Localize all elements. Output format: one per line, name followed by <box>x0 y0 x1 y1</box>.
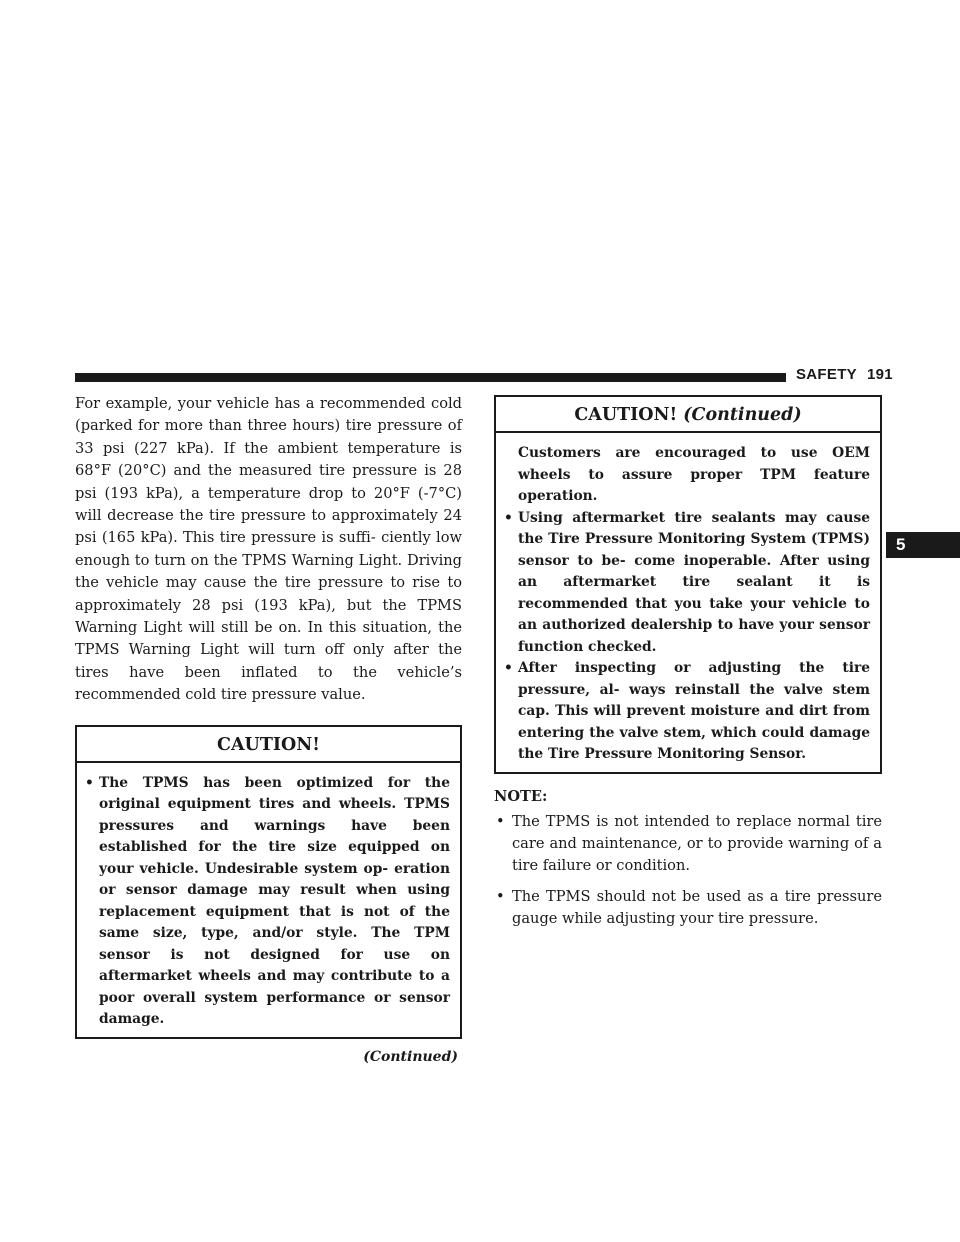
caution-item-text: Using aftermarket tire sealants may cause the Tire Pressure Monitoring System (TPMS) sensor to be- come inoperable. After using an aftermarket tire sealant it is recommended that you take your vehicle to an authorized dealership to have your sensor function checked. <box>518 509 870 655</box>
caution-item <box>506 508 870 659</box>
chapter-tab: 5 <box>886 532 960 558</box>
bullet-icon: • <box>504 509 513 526</box>
caution-item-text: After inspecting or adjusting the tire pressure, al- ways reinstall the valve stem cap. This will prevent moisture and dirt from entering the valve stem, which could damage the Tire Pressure Monitoring Sensor. <box>518 660 870 762</box>
right-column <box>494 395 882 939</box>
caution-title-text: CAUTION! <box>574 405 678 425</box>
continued-label: (Continued) <box>363 1048 458 1065</box>
caution-box-continued <box>494 395 882 774</box>
bullet-icon: • <box>496 887 505 905</box>
caution-item <box>506 658 870 766</box>
caution-body <box>77 763 460 1037</box>
section-title: SAFETY <box>796 366 857 383</box>
bullet-icon: • <box>496 812 505 830</box>
running-header <box>796 366 896 383</box>
note-heading: NOTE: <box>494 787 548 805</box>
caution-title-text: CAUTION! <box>217 734 320 755</box>
bullet-icon: • <box>85 774 94 791</box>
caution-item-text: The TPMS has been optimized for the original equipment tires and wheels. TPMS pressures and warnings have been established for the tire size equipped on your vehicle. Undesirable system op- eration or sensor damage may result when using replacement equipment that is not of the same size, type, and/or style. The TPM sensor is not designed for use on aftermarket wheels and may contribute to a poor overall system performance or sensor damage. <box>99 774 450 1028</box>
caution-item <box>87 773 450 1031</box>
caution-title <box>496 397 880 433</box>
note-item-text: The TPMS should not be used as a tire pressure gauge while adjusting your tire pressure. <box>512 887 882 928</box>
caution-lead: Customers are encouraged to use OEM wheels to assure proper TPM feature operation. <box>518 445 870 504</box>
note-item <box>494 886 882 931</box>
note-item <box>494 811 882 878</box>
page-number: 191 <box>866 366 893 383</box>
example-paragraph: For example, your vehicle has a recommended cold (parked for more than three hours) tire pressure of 33 psi (227 kPa). If the ambient temperature is 68°F (20°C) and the measured tire pressure is 28 psi (193 kPa), a temperature drop to 20°F (-7°C) will decrease the tire pressure to approximately 24 psi (165 kPa). This tire pressure is suffi- ciently low enough to turn on the TPMS Warning Light. Driving the vehicle may cause the tire pressure to rise to approximately 28 psi (193 kPa), but the TPMS Warning Light will still be on. In this situation, the TPMS Warning Light will turn off only after the tires have been inflated to the vehicle’s recommended cold tire pressure value. <box>75 395 462 704</box>
bullet-icon: • <box>504 660 513 676</box>
caution-title <box>77 727 460 763</box>
header-rule <box>75 373 786 382</box>
caution-box <box>75 725 462 1039</box>
caution-title-suffix: (Continued) <box>683 405 802 425</box>
left-column <box>75 393 462 1065</box>
note-item-text: The TPMS is not intended to replace normal tire care and maintenance, or to provide warning of a tire failure or condition. <box>512 812 882 875</box>
caution-body <box>496 433 880 772</box>
